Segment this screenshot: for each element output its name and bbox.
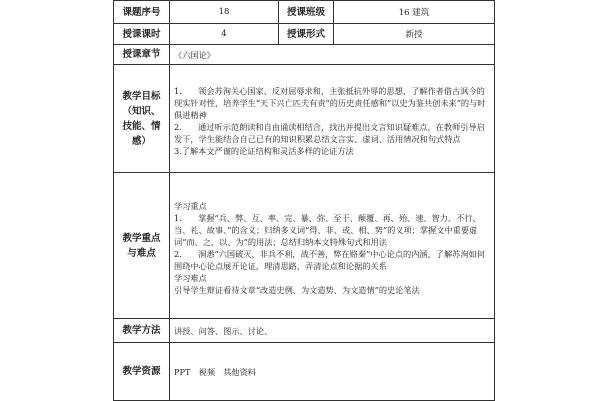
key-point-item-2: 2. 洞悉“六国破灭，非兵不利，战不善，弊在赂秦”中心论点的内涵，了解苏洵如何围绕中心论点展开论证，理清思路，弄清论点和论据的关系 [174,248,485,271]
label-lesson-number: 课题序号 [114,1,170,24]
lesson-plan-table [113,0,495,401]
label-objectives: 教学目标（知识、技能、情感） [114,65,170,173]
class-value: 16 建筑 [334,1,495,24]
key-point-item-1: 1. 掌握“兵、弊、互、率、完、暴、弥、至于、颠覆、再、殆、速、智力、不行、当、礼、故事、”的含义；归纳多义词“得、非、或、相、势”的义项；掌握文中重要虚词“而、之、以、为”的用法；总结归纳本文特殊句式和用法 [174,212,481,247]
key-points-heading: 学习重点 [174,200,207,211]
header-row-2 [114,24,495,45]
chapter-value: 《六国论》 [170,45,495,65]
methods-row [114,319,495,343]
objective-item-3: 3.了解本文严谨的论证结构和灵活多样的论证方法 [174,146,354,156]
label-class: 授课班级 [279,1,334,24]
lesson-number-value: 18 [170,1,279,24]
form-value: 新授 [334,24,495,45]
label-methods: 教学方法 [114,319,170,343]
label-key-points: 教学重点与难点 [114,173,170,319]
objectives-row [114,65,495,173]
label-chapter: 授课章节 [114,45,170,65]
label-resources: 教学资源 [114,343,170,401]
label-hours: 授课课时 [114,24,170,45]
key-points-row [114,173,495,319]
label-form: 授课形式 [279,24,334,45]
methods-value: 讲授、问答、图示、讨论、 [170,319,495,343]
objective-item-2: 2. 通过听示范朗读和自由诵读相结合，找出并提出文言知识疑难点，在教师引导启发下，学生能结合自己已有的知识积累总结文言实、虚词、活用情况和句式特点 [174,122,485,144]
objective-item-1: 1. 领会苏洵关心国家、反对屈辱求和，主张抵抗外辱的思想，了解作者借古讽今的现实针对性，培养学生“天下兴亡匹夫有责”的历史责任感和“以史为鉴共创未来”的与时俱进精神 [174,86,486,120]
hours-value: 4 [170,24,279,45]
chapter-row [114,45,495,65]
difficulty-item: 引导学生辩证看待文章“改造史例、为文造势、为文造情”的史论笔法 [174,284,420,295]
resources-value: PPT 视频 其他资料 [170,343,495,401]
key-points-content [170,173,495,319]
header-row-1 [114,1,495,24]
difficulty-heading: 学习难点 [174,272,207,283]
objectives-content [170,65,495,173]
resources-row [114,343,495,401]
